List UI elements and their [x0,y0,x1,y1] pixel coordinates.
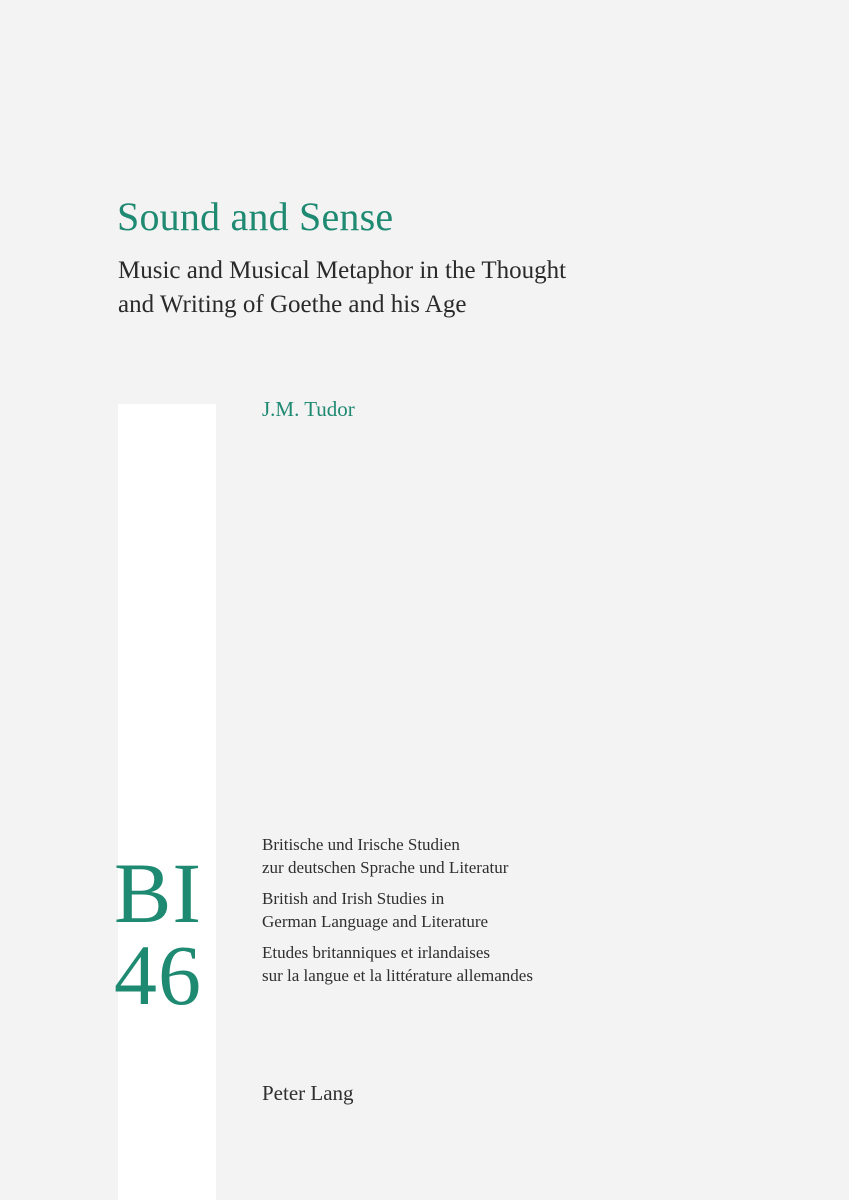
series-name-german [262,833,533,879]
vertical-white-band [118,404,216,1200]
book-subtitle [118,254,566,322]
subtitle-line-2: and Writing of Goethe and his Age [118,291,467,318]
series-name-english [262,887,533,933]
series-english-line-1: British and Irish Studies in [262,889,445,908]
series-french-line-2: sur la langue et la littérature allemandes [262,966,533,985]
author-name: J.M. Tudor [262,397,355,421]
series-description [262,833,533,995]
series-french-line-1: Etudes britanniques et irlandaises [262,943,491,962]
publisher-name: Peter Lang [262,1081,354,1105]
series-code-letters: BI [114,845,202,941]
series-german-line-2: zur deutschen Sprache und Literatur [262,858,509,877]
series-german-line-1: Britische und Irische Studien [262,835,460,854]
series-code-number: 46 [114,927,202,1023]
series-name-french [262,941,533,987]
book-title: Sound and Sense [117,194,394,239]
subtitle-line-1: Music and Musical Metaphor in the Thought [118,257,567,284]
series-english-line-2: German Language and Literature [262,912,489,931]
series-code [114,845,202,1023]
